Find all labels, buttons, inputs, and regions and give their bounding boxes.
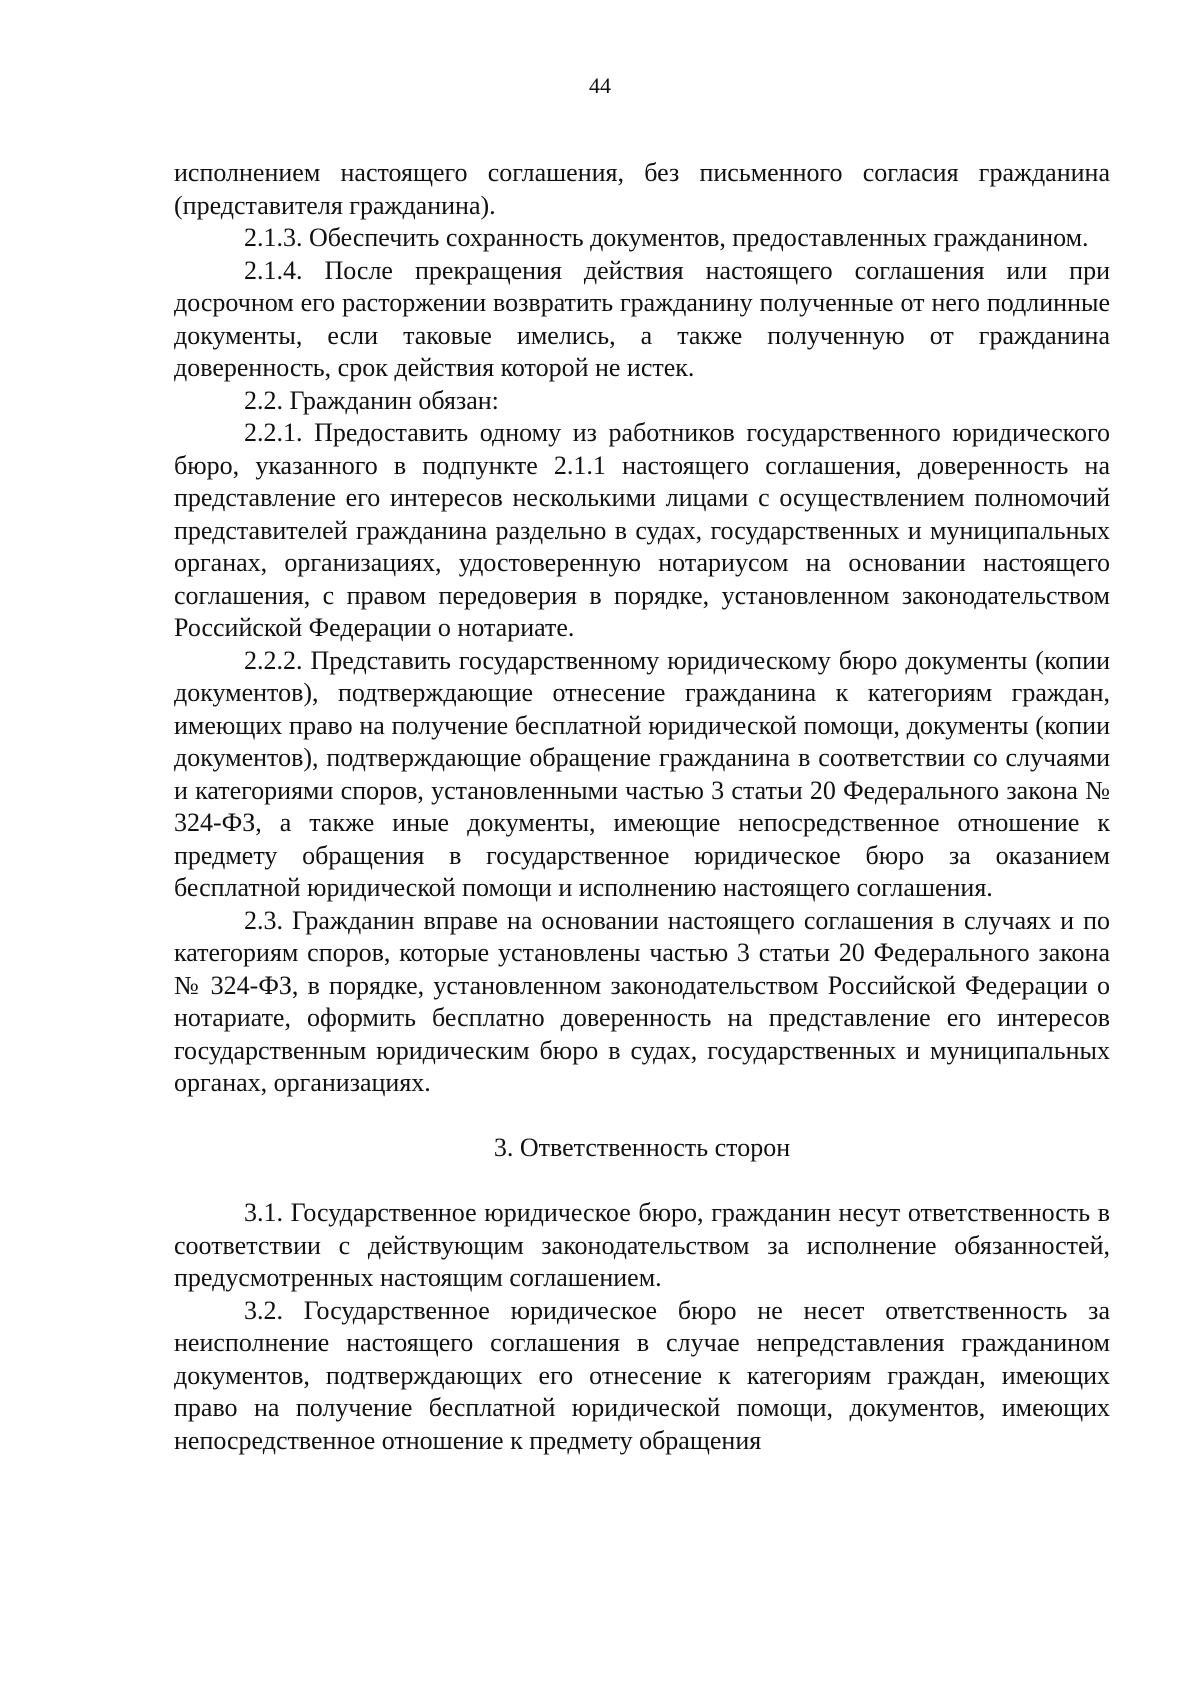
- paragraph-3-2: 3.2. Государственное юридическое бюро не несет ответственность за неисполнение настоящего соглашения в случае непредставления гражданином документов, подтверждающих его отнесение к категориям граждан, имеющих право на получение бесплатной юридической помощи, документов, имеющих непосредственное отношение к предмету обращения: [174, 1295, 1110, 1455]
- paragraph-3-1: 3.1. Государственное юридическое бюро, гражданин несут ответственность в соответствии с действующим законодательством за исполнение обязанностей, предусмотренных настоящим соглашением.: [174, 1198, 1110, 1292]
- paragraph-2-2-1: 2.2.1. Предоставить одному из работников государственного юридического бюро, указанного в подпункте 2.1.1 настоящего соглашения, доверенность на представление его интересов несколькими лицами с осуществлением полномочий представителей гражданина раздельно в судах, государственных и муниципальных органах, организациях, удостоверенную нотариусом на основании настоящего соглашения, с правом передоверия в порядке, установленном законодательством Российской Федерации о нотариате.: [174, 418, 1110, 642]
- paragraph-2-2: 2.2. Гражданин обязан:: [244, 385, 499, 415]
- page-number: 44: [589, 73, 611, 98]
- section-heading: 3. Ответственность сторон: [493, 1132, 791, 1162]
- paragraph-continuation: исполнением настоящего соглашения, без письменного согласия гражданина (представителя гражданина).: [174, 158, 1110, 220]
- document-body: [174, 157, 1110, 1457]
- paragraph-2-3: 2.3. Гражданин вправе на основании настоящего соглашения в случаях и по категориям споров, которые установлены частью 3 статьи 20 Федерального закона № 324-ФЗ, в порядке, установленном законодательством Российской Федерации о нотариате, оформить бесплатно доверенность на представление его интересов государственным юридическим бюро в судах, государственных и муниципальных органах, организациях.: [174, 905, 1110, 1097]
- paragraph-2-1-3: 2.1.3. Обеспечить сохранность документов, предоставленных гражданином.: [244, 223, 1089, 252]
- paragraph-2-1-4: 2.1.4. После прекращения действия настоящего соглашения или при досрочном его расторжении возвратить гражданину полученные от него подлинные документы, если таковые имелись, а также полученную от гражданина доверенность, срок действия которой не истек.: [174, 255, 1110, 382]
- paragraph-2-2-2: 2.2.2. Представить государственному юридическому бюро документы (копии документов), подтверждающие отнесение гражданина к категориям граждан, имеющих право на получение бесплатной юридической помощи, документы (копии документов), подтверждающие обращение гражданина в соответствии со случаями и категориями споров, установленными частью 3 статьи 20 Федерального закона № 324-ФЗ, а также иные документы, имеющие непосредственное отношение к предмету обращения в государственное юридическое бюро за оказанием бесплатной юридической помощи и исполнению настоящего соглашения.: [174, 645, 1110, 902]
